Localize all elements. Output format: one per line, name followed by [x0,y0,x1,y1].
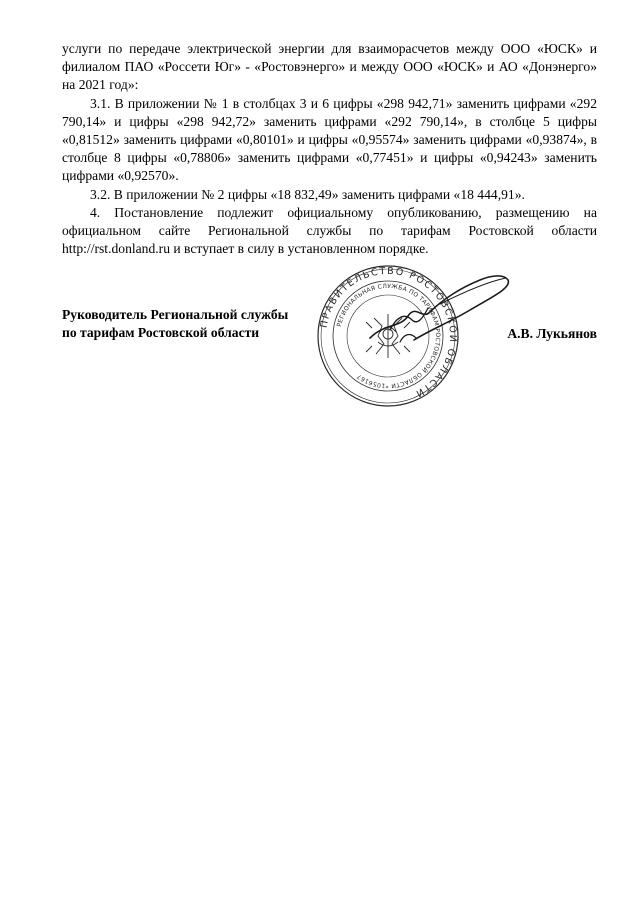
paragraph-continuation: услуги по передаче электрической энергии для взаиморасчетов между ООО «ЮСК» и филиалом ПАО «Россети Юг» - «Ростовэнерго» и между ООО «ЮСК» и АО «Донэнерго» на 2021 год»: [62,41,597,93]
signatory-name: А.В. Лукьянов [507,326,597,341]
signatory-position-line1: Руководитель Региональной службы [62,307,289,322]
svg-text:ПРАВИТЕЛЬСТВО РОСТОВСКОЙ ОБЛАС: ПРАВИТЕЛЬСТВО РОСТОВСКОЙ ОБЛАСТИ [318,265,459,400]
handwritten-signature [330,268,520,368]
signatory-position [62,306,288,343]
paragraph-4: 4. Постановление подлежит официальному опубликованию, размещению на официальном сайте Региональной службы по тарифам Ростовской области http://rst.donland.ru и вступает в силу в установленном порядке. [62,204,597,257]
paragraph-3-2: 3.2. В приложении № 2 цифры «18 832,49» заменить цифрами «18 444,91». [90,186,525,202]
signatory-position-line2: по тарифам Ростовской области [62,325,260,341]
svg-text:РЕГИОНАЛЬНАЯ СЛУЖБА ПО ТАРИФАМ: РЕГИОНАЛЬНАЯ СЛУЖБА ПО ТАРИФАМ РОСТОВСКОЙ ОБЛАСТИ *1056167 [335,282,442,390]
document-body [62,40,597,258]
paragraph-3-1: 3.1. В приложении № 1 в столбцах 3 и 6 цифры «298 942,71» заменить цифрами «292 790,14» и цифры «298 942,72» заменить цифрами «292 790,14», в столбце 5 цифры «0,81512» заменить цифрами «0,80101» и цифры «0,95574» заменить цифрами «0,93874», в столбце 8 цифры «0,78806» заменить цифрами «0,77451» и цифры «0,94243» заменить цифрами «0,92570». [62,95,597,184]
